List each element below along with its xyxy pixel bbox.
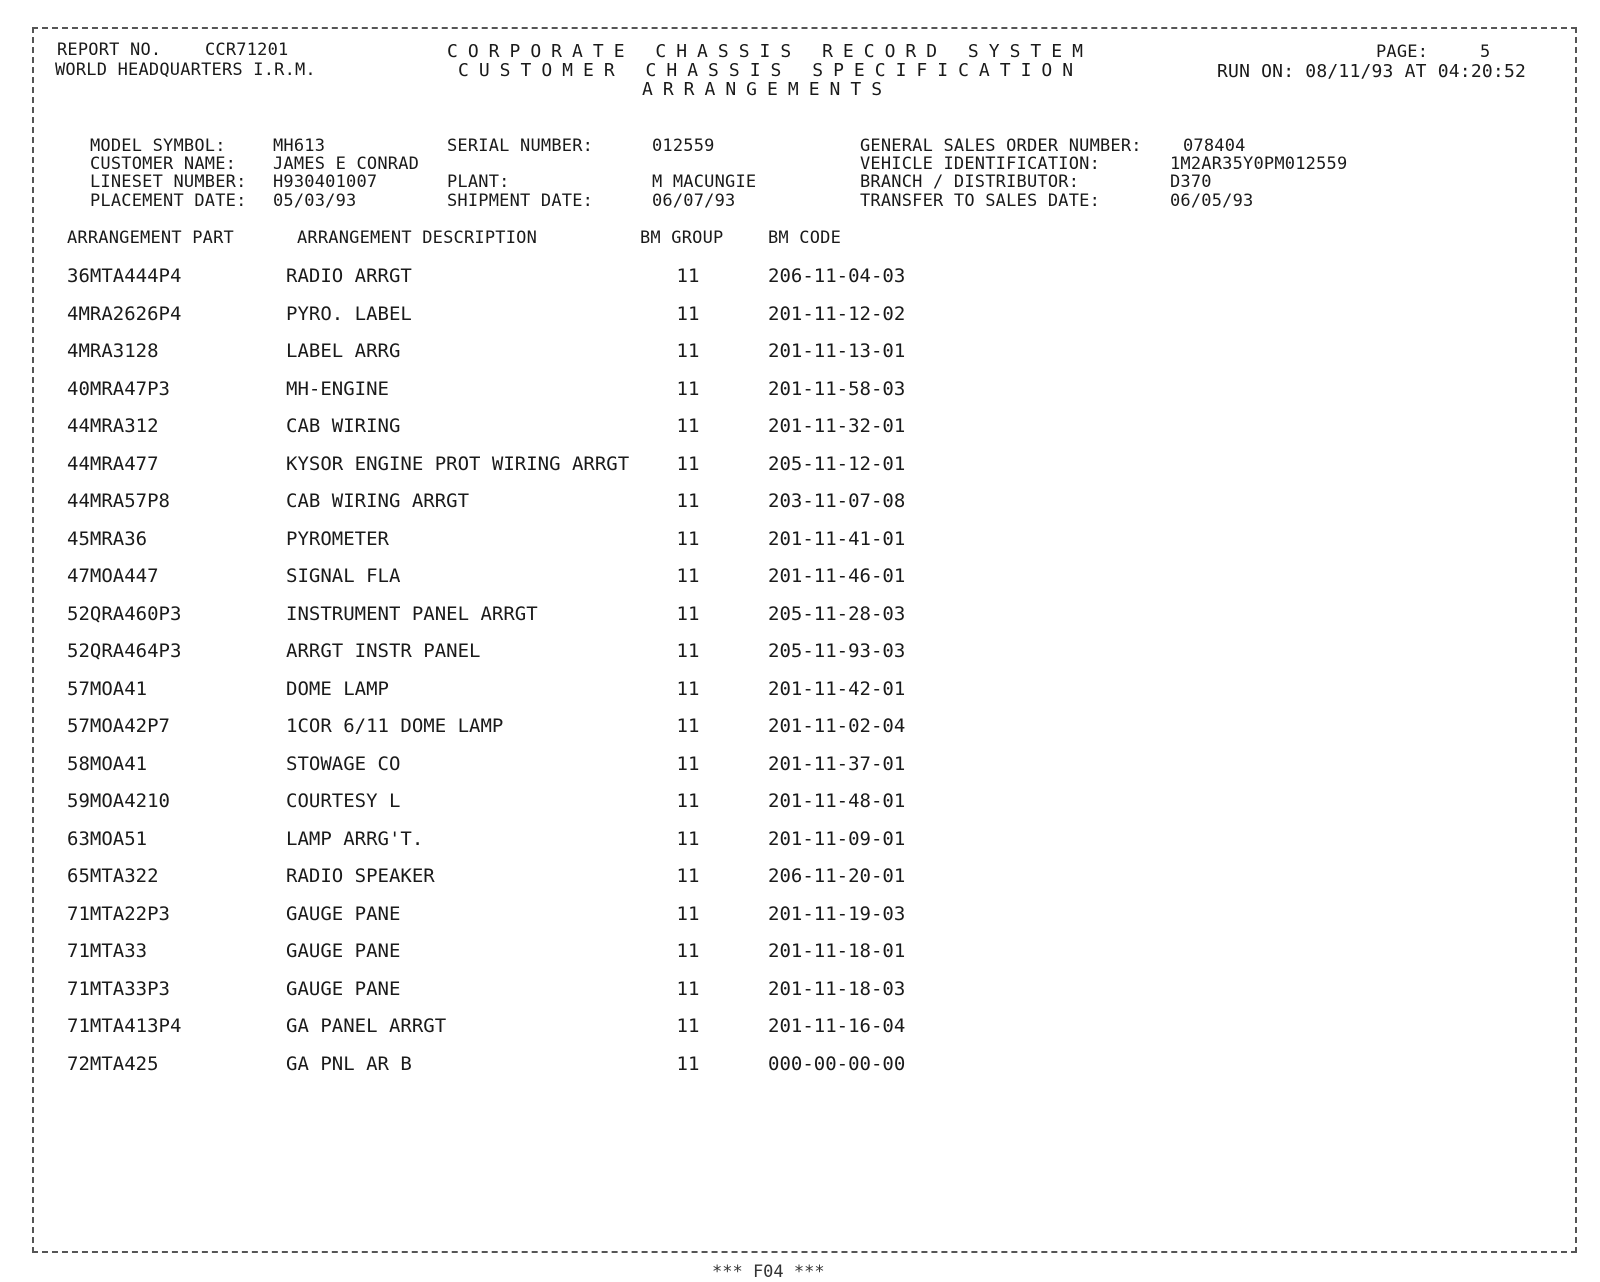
cell-arrangement-description: RADIO SPEAKER: [286, 865, 435, 887]
cell-bm-code: 205-11-12-01: [768, 452, 906, 475]
shipment-date-label: SHIPMENT DATE:: [447, 191, 594, 211]
cell-arrangement-description: PYROMETER: [286, 527, 389, 550]
cell-bm-code: 206-11-04-03: [768, 265, 906, 287]
cell-arrangement-description: STOWAGE CO: [286, 752, 401, 775]
cell-arrangement-part: 44MRA57P8: [67, 490, 170, 512]
cell-bm-code: 203-11-07-08: [768, 490, 906, 512]
cell-arrangement-description: GAUGE PANE: [286, 902, 401, 925]
cell-bm-code: 206-11-20-01: [768, 865, 906, 887]
cell-bm-code: 205-11-28-03: [768, 602, 906, 625]
branch: D370: [1170, 172, 1212, 192]
cell-bm-group: 11: [676, 977, 700, 1000]
placement-date: 05/03/93: [273, 191, 357, 211]
cell-bm-group: 11: [676, 677, 700, 700]
customer-name-label: CUSTOMER NAME:: [90, 154, 237, 174]
cell-bm-group: 11: [676, 302, 700, 325]
page-label: PAGE:: [1376, 42, 1429, 62]
lineset-label: LINESET NUMBER:: [90, 172, 247, 192]
cell-arrangement-description: LAMP ARRG'T.: [286, 827, 424, 850]
branch-label: BRANCH / DISTRIBUTOR:: [860, 172, 1080, 192]
cell-arrangement-description: MH-ENGINE: [286, 377, 389, 400]
serial-number: 012559: [652, 136, 715, 156]
cell-arrangement-part: 63MOA51: [67, 827, 148, 850]
cell-arrangement-description: ARRGT INSTR PANEL: [286, 640, 481, 662]
header-bm-group: BM GROUP: [640, 228, 724, 248]
gso-number: 078404: [1183, 136, 1246, 156]
cell-arrangement-part: 44MRA477: [67, 452, 159, 475]
cell-bm-code: 201-11-42-01: [768, 677, 906, 700]
cell-arrangement-part: 36MTA444P4: [67, 265, 182, 287]
vin-label: VEHICLE IDENTIFICATION:: [860, 154, 1101, 174]
cell-arrangement-part: 52QRA464P3: [67, 640, 182, 662]
cell-bm-group: 11: [676, 340, 700, 362]
cell-bm-group: 11: [676, 377, 700, 400]
cell-arrangement-description: GAUGE PANE: [286, 977, 401, 1000]
cell-bm-code: 205-11-93-03: [768, 640, 906, 662]
cell-bm-group: 11: [676, 827, 700, 850]
placement-date-label: PLACEMENT DATE:: [90, 191, 247, 211]
cell-arrangement-description: INSTRUMENT PANEL ARRGT: [286, 602, 538, 625]
cell-arrangement-description: CAB WIRING: [286, 415, 401, 437]
cell-arrangement-part: 57MOA42P7: [67, 715, 170, 737]
cell-arrangement-part: 71MTA413P4: [67, 1015, 182, 1037]
serial-label: SERIAL NUMBER:: [447, 136, 594, 156]
cell-bm-code: 201-11-32-01: [768, 415, 906, 437]
cell-arrangement-part: 72MTA425: [67, 1052, 159, 1075]
cell-arrangement-description: DOME LAMP: [286, 677, 389, 700]
customer-name: JAMES E CONRAD: [273, 154, 420, 174]
cell-bm-group: 11: [676, 565, 700, 587]
cell-arrangement-part: 4MRA3128: [67, 340, 159, 362]
cell-bm-group: 11: [676, 865, 700, 887]
lineset-number: H930401007: [273, 172, 378, 192]
cell-arrangement-description: KYSOR ENGINE PROT WIRING ARRGT: [286, 452, 630, 475]
plant: M MACUNGIE: [652, 172, 757, 192]
cell-bm-group: 11: [676, 602, 700, 625]
header-arrangement-description: ARRANGEMENT DESCRIPTION: [297, 228, 538, 248]
header-arrangement-part: ARRANGEMENT PART: [67, 228, 234, 248]
cell-bm-code: 201-11-12-02: [768, 302, 906, 325]
cell-bm-code: 201-11-41-01: [768, 527, 906, 550]
cell-arrangement-part: 71MTA33: [67, 940, 148, 962]
cell-arrangement-part: 57MOA41: [67, 677, 148, 700]
cell-arrangement-part: 44MRA312: [67, 415, 159, 437]
cell-bm-group: 11: [676, 265, 700, 287]
cell-bm-group: 11: [676, 1015, 700, 1037]
cell-bm-code: 201-11-16-04: [768, 1015, 906, 1037]
cell-arrangement-part: 71MTA22P3: [67, 902, 170, 925]
report-no: CCR71201: [205, 40, 289, 60]
plant-label: PLANT:: [447, 172, 510, 192]
cell-arrangement-part: 47MOA447: [67, 565, 159, 587]
page-footer: *** F04 ***: [712, 1262, 825, 1282]
cell-arrangement-part: 4MRA2626P4: [67, 302, 182, 325]
cell-bm-group: 11: [676, 902, 700, 925]
cell-bm-group: 11: [676, 452, 700, 475]
cell-bm-group: 11: [676, 490, 700, 512]
cell-bm-code: 201-11-37-01: [768, 752, 906, 775]
cell-bm-code: 000-00-00-00: [768, 1052, 906, 1075]
cell-arrangement-description: COURTESY L: [286, 790, 401, 812]
cell-bm-code: 201-11-19-03: [768, 902, 906, 925]
cell-bm-code: 201-11-46-01: [768, 565, 906, 587]
cell-bm-group: 11: [676, 415, 700, 437]
org-name: WORLD HEADQUARTERS I.R.M.: [55, 60, 316, 80]
cell-bm-group: 11: [676, 940, 700, 962]
model-symbol-label: MODEL SYMBOL:: [90, 136, 226, 156]
cell-arrangement-part: 71MTA33P3: [67, 977, 170, 1000]
cell-bm-code: 201-11-18-03: [768, 977, 906, 1000]
cell-bm-code: 201-11-48-01: [768, 790, 906, 812]
cell-arrangement-part: 58MOA41: [67, 752, 148, 775]
page-number: 5: [1480, 42, 1491, 62]
cell-bm-group: 11: [676, 527, 700, 550]
cell-arrangement-description: GA PNL AR B: [286, 1052, 412, 1075]
transfer-date: 06/05/93: [1170, 191, 1254, 211]
model-symbol: MH613: [273, 136, 326, 156]
gso-label: GENERAL SALES ORDER NUMBER:: [860, 136, 1142, 156]
header-bm-code: BM CODE: [768, 228, 842, 248]
report-no-label: REPORT NO.: [57, 40, 162, 60]
cell-arrangement-description: SIGNAL FLA: [286, 565, 401, 587]
cell-bm-code: 201-11-58-03: [768, 377, 906, 400]
cell-bm-code: 201-11-18-01: [768, 940, 906, 962]
run-on: RUN ON: 08/11/93 AT 04:20:52: [1217, 61, 1527, 82]
cell-bm-code: 201-11-02-04: [768, 715, 906, 737]
vin: 1M2AR35Y0PM012559: [1170, 154, 1348, 174]
cell-arrangement-part: 65MTA322: [67, 865, 159, 887]
cell-bm-group: 11: [676, 752, 700, 775]
title-line-3: ARRANGEMENTS: [642, 79, 893, 100]
cell-arrangement-description: 1COR 6/11 DOME LAMP: [286, 715, 504, 737]
cell-arrangement-description: CAB WIRING ARRGT: [286, 490, 470, 512]
shipment-date: 06/07/93: [652, 191, 736, 211]
transfer-date-label: TRANSFER TO SALES DATE:: [860, 191, 1101, 211]
title-line-1: CORPORATE CHASSIS RECORD SYSTEM: [447, 41, 1093, 62]
cell-arrangement-description: GA PANEL ARRGT: [286, 1015, 447, 1037]
cell-arrangement-part: 52QRA460P3: [67, 602, 182, 625]
cell-bm-code: 201-11-13-01: [768, 340, 906, 362]
cell-arrangement-description: PYRO. LABEL: [286, 302, 412, 325]
cell-bm-group: 11: [676, 790, 700, 812]
cell-arrangement-part: 40MRA47P3: [67, 377, 170, 400]
cell-arrangement-description: RADIO ARRGT: [286, 265, 412, 287]
cell-arrangement-part: 45MRA36: [67, 527, 148, 550]
cell-bm-code: 201-11-09-01: [768, 827, 906, 850]
cell-bm-group: 11: [676, 715, 700, 737]
cell-arrangement-part: 59MOA4210: [67, 790, 170, 812]
cell-bm-group: 11: [676, 640, 700, 662]
title-line-2: CUSTOMER CHASSIS SPECIFICATION: [458, 60, 1084, 81]
cell-arrangement-description: GAUGE PANE: [286, 940, 401, 962]
cell-bm-group: 11: [676, 1052, 700, 1075]
cell-arrangement-description: LABEL ARRG: [286, 340, 401, 362]
